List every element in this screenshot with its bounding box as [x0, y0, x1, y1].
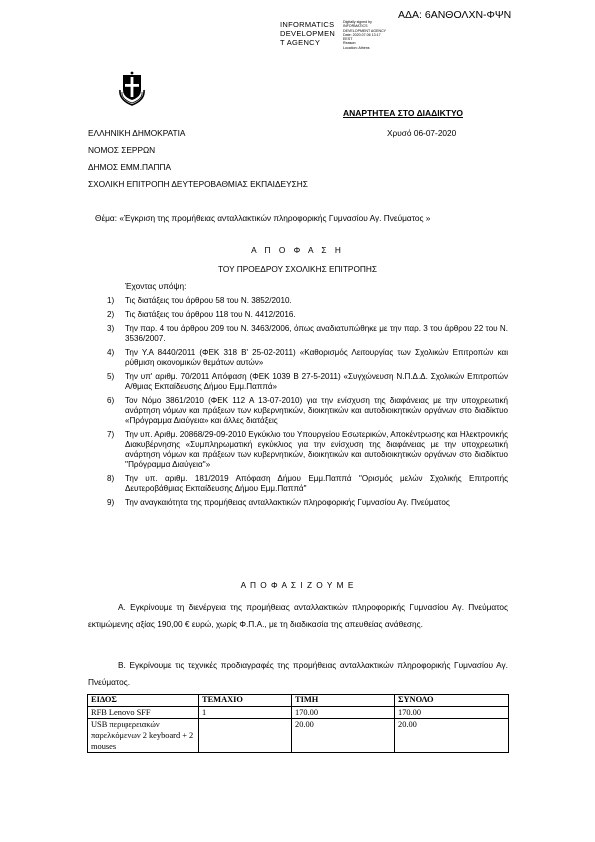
header-committee: ΣΧΟΛΙΚΗ ΕΠΙΤΡΟΠΗ ΔΕΥΤΕΡΟΒΑΘΜΙΑΣ ΕΚΠΑΙΔΕΥΣΗΣ	[88, 179, 308, 189]
list-item: 8) Την υπ. αριθμ. 181/2019 Απόφαση Δήμου Εμμ.Παππά "Ορισμός μελών Σχολικής Επιτροπής Δευτεροβάθμιας Εκπαίδευσης Δήμου Εμμ.Παππά"	[107, 474, 508, 494]
ada-code: ΑΔΑ: 6ΑΝΘΟΛΧΝ-ΦΨΝ	[398, 9, 512, 21]
list-item: 3) Την παρ. 4 του άρθρου 209 του Ν. 3463/2006, όπως αναδιατυπώθηκε με την παρ. 3 του άρθρου 22 του Ν. 3536/2007.	[107, 323, 508, 343]
list-item: 4) Την Υ.Α 8440/2011 (ΦΕΚ 318 Β' 25-02-2011) «Καθορισμός Λειτουργίας των Σχολικών Επιτροπών και ρύθμιση οικονομικών θεμάτων αυτών»	[107, 347, 508, 367]
table-cell: 1	[199, 707, 292, 719]
digital-signature-label: INFORMATICS DEVELOPMEN T AGENCY	[280, 20, 336, 47]
table-cell: RFB Lenovo SFF	[88, 707, 199, 719]
column-header-quantity: ΤΕΜΑΧΙΟ	[199, 695, 292, 707]
decision-title: Α Π Ο Φ Α Σ Η	[251, 245, 344, 255]
column-header-total: ΣΥΝΟΛΟ	[395, 695, 509, 707]
we-decide-title: Α Π Ο Φ Α Σ Ι Ζ Ο Υ Μ Ε	[240, 580, 355, 590]
publish-online-label: ΑΝΑΡΤΗΤΕΑ ΣΤΟ ΔΙΑΔΙΚΤΥΟ	[343, 108, 463, 118]
table-row	[88, 719, 509, 753]
header-municipality: ΔΗΜΟΣ ΕΜΜ.ΠΑΠΠΑ	[88, 162, 172, 172]
table-cell: 170.00	[395, 707, 509, 719]
list-item: 9) Την αναγκαιότητα της προμήθειας ανταλλακτικών πληροφορικής Γυμνασίου Αγ. Πνεύματος	[107, 498, 450, 508]
header-prefecture: ΝΟΜΟΣ ΣΕΡΡΩΝ	[88, 145, 156, 155]
greek-coat-of-arms-icon	[117, 70, 147, 106]
table-cell	[199, 719, 292, 753]
header-country: ΕΛΛΗΝΙΚΗ ΔΗΜΟΚΡΑΤΙΑ	[88, 128, 186, 138]
table-cell: USB περιφερειακών παρελκόμενων 2 keyboard + 2 mouses	[88, 719, 199, 753]
table-cell: 170.00	[292, 707, 395, 719]
column-header-item: ΕΙΔΟΣ	[88, 695, 199, 707]
table-header-row	[88, 695, 509, 707]
list-item: 1) Τις διατάξεις του άρθρου 58 του Ν. 3852/2010.	[107, 296, 292, 305]
column-header-price: ΤΙΜΗ	[292, 695, 395, 707]
table-cell: 20.00	[292, 719, 395, 753]
table-cell: 20.00	[395, 719, 509, 753]
items-table	[87, 694, 509, 753]
decision-paragraph-a: Α. Εγκρίνουμε τη διενέργεια της προμήθειας ανταλλακτικών πληροφορικής Γυμνασίου Αγ. Πνεύματος εκτιμώμενης αξίας 190,00 € ευρώ, χωρίς Φ.Π.Α., με τη διαδικασία της απευθείας ανάθεσης.	[88, 602, 508, 629]
list-item: 5) Την υπ' αριθμ. 70/2011 Απόφαση (ΦΕΚ 1039 Β 27-5-2011) «Συγχώνευση Ν.Π.Δ.Δ. Σχολικών Επιτροπών Α/θμιας Εκπαίδευσης Δήμου Εμμ.Παππά»	[107, 371, 508, 391]
table-row	[88, 707, 509, 719]
considerations-list	[95, 296, 508, 512]
subject-line: Θέμα: «Έγκριση της προμήθειας ανταλλακτικών πληροφορικής Γυμνασίου Αγ. Πνεύματος »	[95, 213, 431, 223]
list-item: 2) Τις διατάξεις του άρθρου 118 του Ν. 4412/2016.	[107, 309, 296, 319]
document-date: Χρυσό 06-07-2020	[387, 128, 457, 138]
list-item: 6) Τον Νόμο 3861/2010 (ΦΕΚ 112 Α 13-07-2010) για την ενίσχυση της διαφάνειας με την υποχρεωτική ανάρτηση νόμων και πράξεων των κυβερνητικών, διοικητικών και αυτοδιοικητικών οργάνων στο διαδίκτυο «Πρόγραμμα Διαύγεια» και άλλες διατάξεις	[107, 395, 508, 425]
decision-paragraph-b: Β. Εγκρίνουμε τις τεχνικές προδιαγραφές της προμήθειας ανταλλακτικών πληροφορικής Γυμνασίου Αγ. Πνεύματος.	[88, 660, 508, 687]
considerations-intro: Έχοντας υπόψη:	[125, 281, 187, 291]
decision-subtitle: ΤΟΥ ΠΡΟΕΔΡΟΥ ΣΧΟΛΙΚΗΣ ΕΠΙΤΡΟΠΗΣ	[217, 264, 378, 274]
list-item: 7) Την υπ. Αριθμ. 20868/29-09-2010 Εγκύκλιο του Υπουργείου Εσωτερικών, Αποκέντρωσης και Ηλεκτρονικής Διακυβέρνησης «Συμπληρωματική εγκύκλιος για την ενίσχυση της διαφάνειας με την υποχρεωτική ανάρτηση νόμων και πράξεων των κυβερνητικών, διοικητικών και αυτοδιοικητικών οργάνων στο διαδίκτυο ''Πρόγραμμα Διαύγεια''»	[107, 429, 508, 470]
digital-signature-details: Digitally signed by INFORMATICS DEVELOPMENT AGENCY Date: 2020.07.06 13:17 EEST Reason: Location: Athens	[343, 20, 387, 50]
